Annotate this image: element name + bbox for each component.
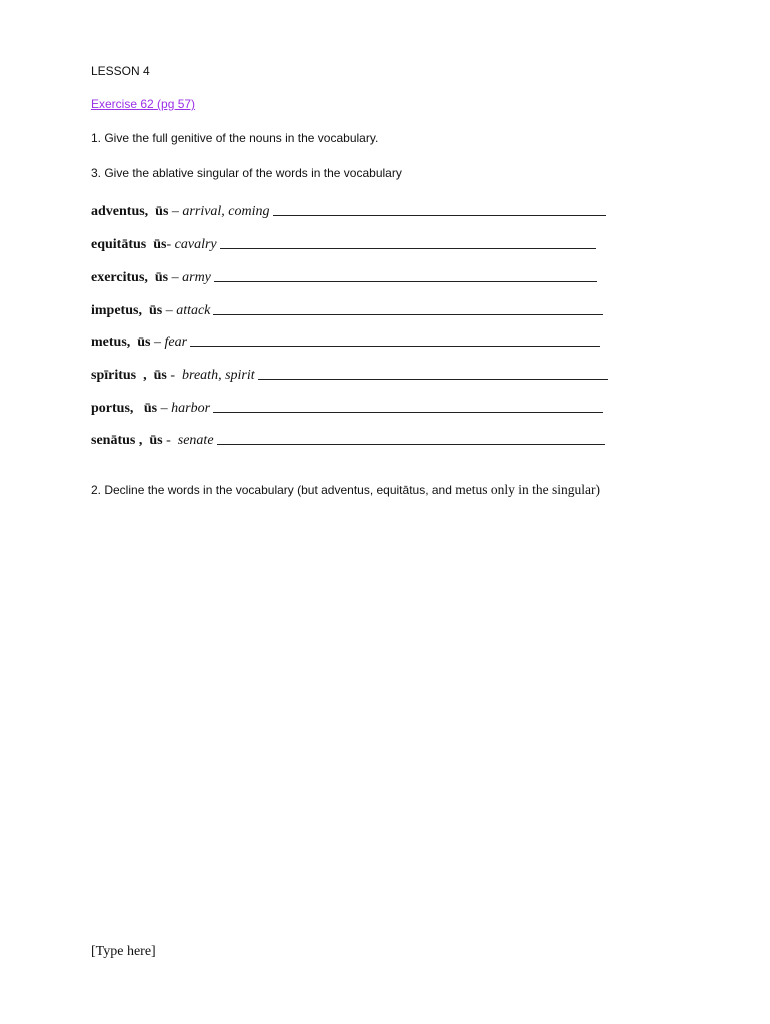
vocab-lemma: exercitus, ūs bbox=[91, 270, 169, 285]
answer-blank[interactable] bbox=[190, 346, 600, 347]
vocab-separator: - bbox=[162, 433, 178, 448]
answer-blank[interactable] bbox=[213, 412, 603, 413]
footer-placeholder: [Type here] bbox=[91, 944, 156, 959]
vocab-gloss: cavalry bbox=[174, 237, 217, 252]
vocab-lemma: portus, ūs bbox=[91, 401, 158, 416]
vocab-separator: – bbox=[162, 303, 177, 318]
instruction-q1: 1. Give the full genitive of the nouns in the vocabulary. bbox=[91, 131, 379, 145]
vocab-gloss: harbor bbox=[171, 401, 211, 416]
vocab-lemma: senātus , ūs bbox=[91, 433, 163, 448]
answer-blank[interactable] bbox=[214, 281, 597, 282]
vocab-lemma: spīritus , ūs bbox=[91, 368, 167, 383]
vocab-separator: – bbox=[157, 401, 172, 416]
vocab-separator: – bbox=[168, 270, 183, 285]
answer-blank[interactable] bbox=[217, 444, 605, 445]
vocab-gloss: breath, spirit bbox=[182, 368, 255, 383]
answer-blank[interactable] bbox=[273, 215, 606, 216]
vocab-row-adventus bbox=[91, 200, 606, 220]
vocab-row-metus bbox=[91, 331, 600, 351]
instruction-q2-start: 2. Decline the words in the vocabulary (but adventus, equitātus, and bbox=[91, 483, 456, 497]
vocab-separator: – bbox=[150, 335, 165, 350]
lesson-title: LESSON 4 bbox=[91, 64, 150, 78]
vocab-row-spiritus bbox=[91, 364, 608, 384]
vocab-gloss: army bbox=[182, 270, 211, 285]
vocab-separator: - bbox=[166, 237, 175, 252]
answer-blank[interactable] bbox=[220, 248, 596, 249]
vocab-lemma: metus, ūs bbox=[91, 335, 151, 350]
vocab-lemma: impetus, ūs bbox=[91, 303, 163, 318]
vocab-gloss: senate bbox=[177, 433, 214, 448]
vocab-row-exercitus bbox=[91, 266, 597, 286]
vocab-row-senatus bbox=[91, 429, 605, 449]
vocab-lemma: equitātus ūs bbox=[91, 237, 167, 252]
vocab-gloss: arrival, coming bbox=[182, 204, 270, 219]
exercise-link[interactable]: Exercise 62 (pg 57) bbox=[91, 97, 196, 111]
instruction-q3: 3. Give the ablative singular of the words in the vocabulary bbox=[91, 166, 402, 180]
vocab-row-portus bbox=[91, 397, 603, 417]
vocab-row-equitatus bbox=[91, 233, 596, 253]
answer-blank[interactable] bbox=[258, 379, 608, 380]
instruction-q2-end: metus only in the singular) bbox=[455, 482, 600, 497]
vocab-row-impetus bbox=[91, 299, 603, 319]
vocab-gloss: attack bbox=[176, 303, 211, 318]
vocab-separator: – bbox=[168, 204, 183, 219]
vocab-gloss: fear bbox=[164, 335, 188, 350]
instruction-q2 bbox=[91, 482, 600, 498]
vocab-lemma: adventus, ūs bbox=[91, 204, 169, 219]
vocab-separator: - bbox=[166, 368, 183, 383]
answer-blank[interactable] bbox=[213, 314, 603, 315]
